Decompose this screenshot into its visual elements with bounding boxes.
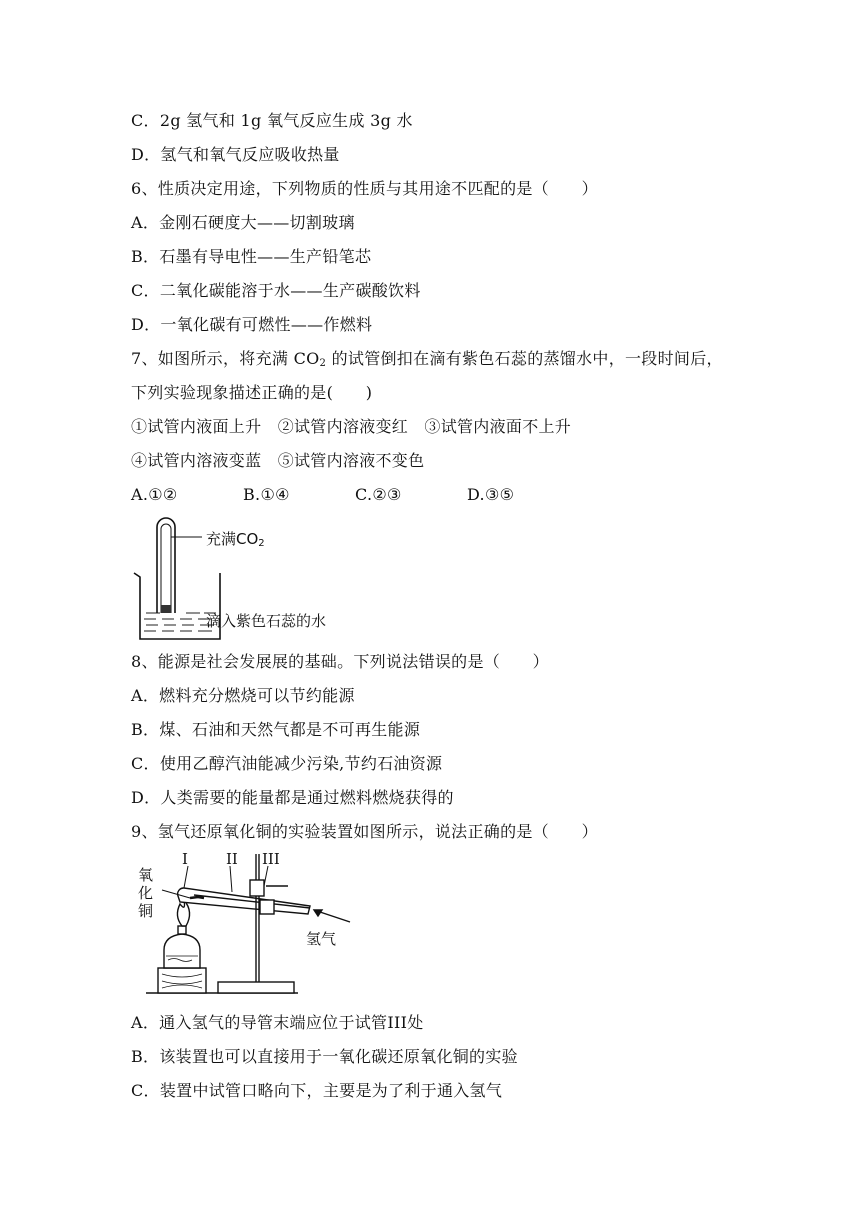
q7-stem-part2: 的试管倒扣在滴有紫色石蕊的蒸馏水中，一段时间后，: [326, 349, 723, 368]
q9-option-b: B．该装置也可以直接用于一氧化碳还原氧化铜的实验: [131, 1047, 518, 1066]
hydrogen-reduction-apparatus-diagram: [138, 850, 358, 998]
q7-fig-label-co2: [206, 528, 265, 549]
q6-option-d: D．一氧化碳有可燃性——作燃料: [131, 315, 373, 334]
q9-fig-label-cuo-3: 铜: [138, 902, 154, 920]
q5-option-c: C．2g 氢气和 1g 氧气反应生成 3g 水: [131, 111, 413, 130]
q9-fig-label-h2: 氢气: [306, 930, 337, 948]
q6-option-a: A．金刚石硬度大——切割玻璃: [131, 213, 355, 232]
q7-phenomena-2: ④试管内溶液变蓝 ⑤试管内溶液不变色: [131, 451, 425, 470]
q7-fig-label-co2-text: 充满CO: [206, 530, 259, 548]
q7-figure: [128, 513, 348, 643]
q6-option-b: B．石墨有导电性——生产铅笔芯: [131, 247, 372, 266]
q7-option-c: C.②③: [355, 485, 402, 504]
q9-figure: [138, 850, 358, 998]
q7-option-b: B.①④: [243, 485, 290, 504]
q9-fig-label-cuo-2: 化: [138, 884, 154, 902]
q9-fig-label-cuo-1: 氧: [138, 866, 154, 884]
q9-fig-label-iii: III: [262, 850, 280, 868]
q7-option-d: D.③⑤: [467, 485, 515, 504]
q6-stem: 6、性质决定用途，下列物质的性质与其用途不匹配的是（ ）: [131, 179, 598, 198]
q9-fig-label-ii: II: [226, 850, 238, 868]
q7-stem-subscript: 2: [319, 358, 327, 369]
q9-fig-label-i: I: [182, 850, 188, 868]
q9-stem: 9、氢气还原氧化铜的实验装置如图所示，说法正确的是（ ）: [131, 822, 598, 841]
q8-option-d: D．人类需要的能量都是通过燃料燃烧获得的: [131, 788, 454, 807]
q7-stem-line1: [131, 349, 723, 374]
q7-fig-label-co2-sub: 2: [258, 538, 265, 549]
q8-option-b: B．煤、石油和天然气都是不可再生能源: [131, 720, 421, 739]
q8-stem: 8、能源是社会发展展的基础。下列说法错误的是（ ）: [131, 652, 549, 671]
q9-option-c: C．装置中试管口略向下，主要是为了利于通入氢气: [131, 1081, 503, 1100]
q6-option-c: C．二氧化碳能溶于水——生产碳酸饮料: [131, 281, 421, 300]
q7-stem-part1: 7、如图所示，将充满 CO: [131, 349, 320, 368]
q9-fig-label-cuo: [138, 866, 153, 920]
q8-option-c: C．使用乙醇汽油能减少污染,节约石油资源: [131, 754, 443, 773]
q7-stem-line2: 下列实验现象描述正确的是( ): [131, 383, 373, 402]
q5-option-d: D．氢气和氧气反应吸收热量: [131, 145, 340, 164]
q8-option-a: A．燃料充分燃烧可以节约能源: [131, 686, 355, 705]
q7-fig-label-water: 滴入紫色石蕊的水: [206, 612, 327, 630]
q9-option-a: A．通入氢气的导管末端应位于试管III处: [131, 1013, 424, 1032]
q7-phenomena-1: ①试管内液面上升 ②试管内溶液变红 ③试管内液面不上升: [131, 417, 572, 436]
q7-options: [131, 485, 514, 505]
q7-option-a: A.①②: [131, 485, 178, 504]
